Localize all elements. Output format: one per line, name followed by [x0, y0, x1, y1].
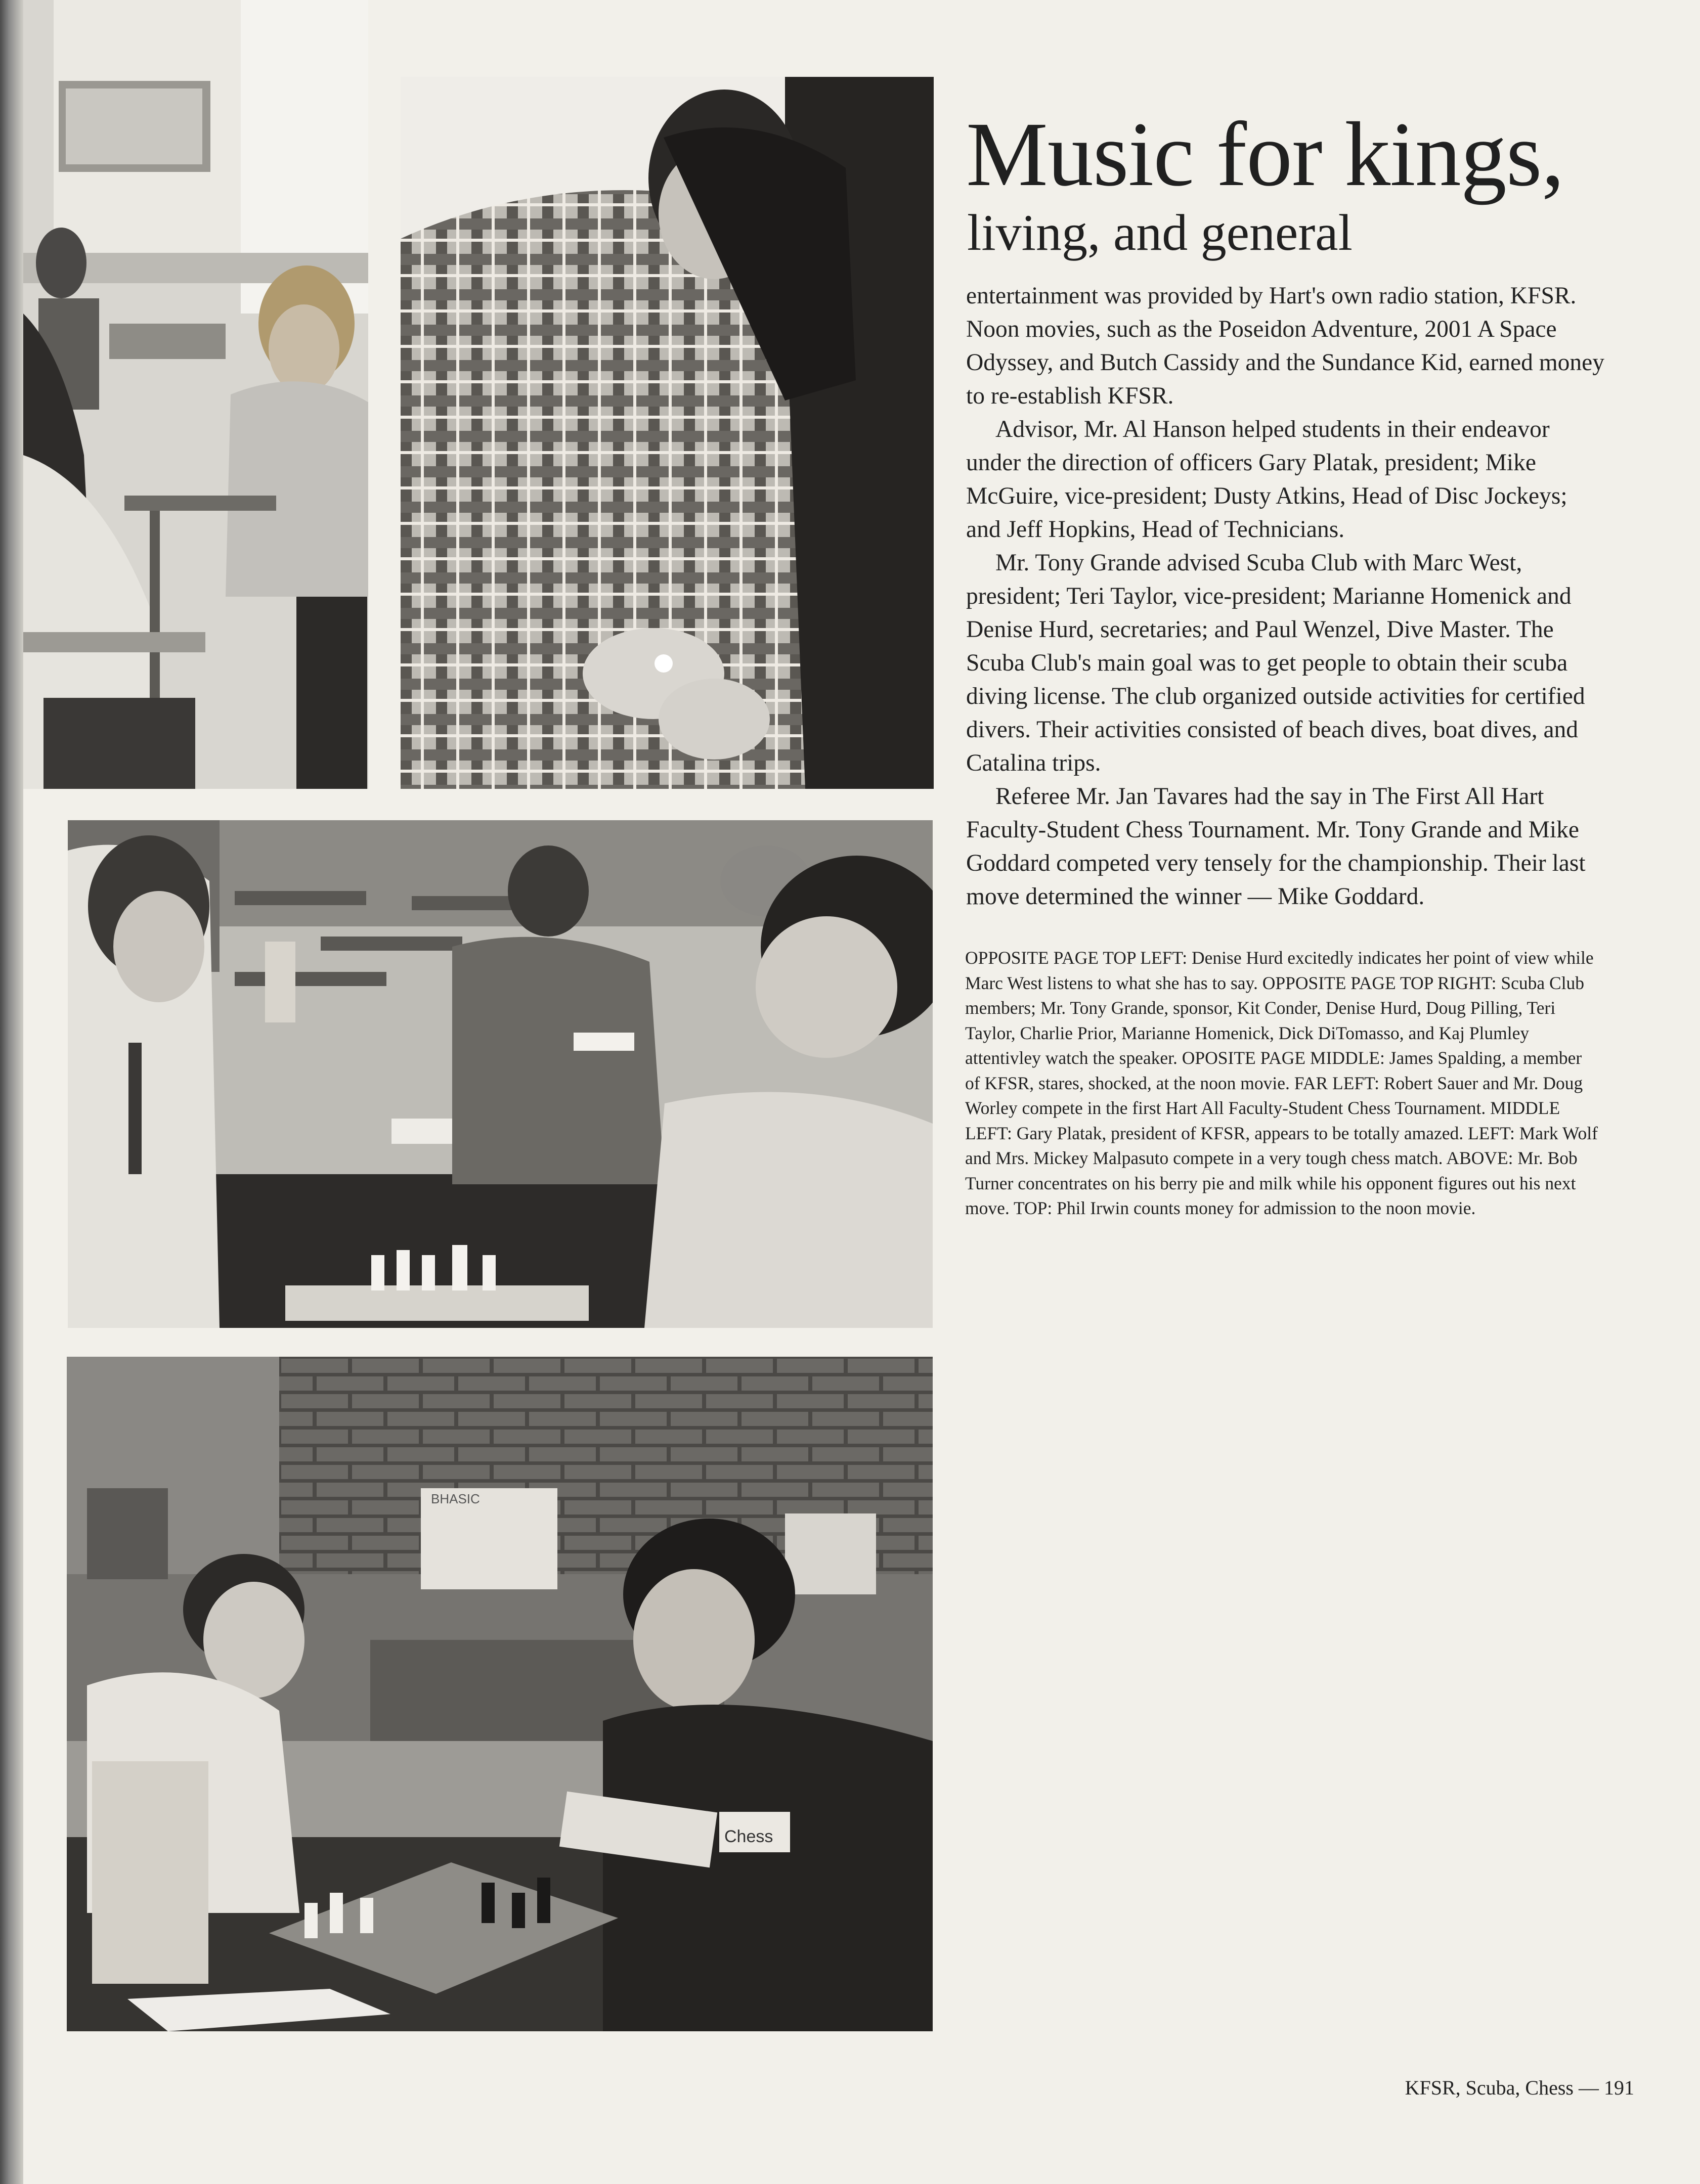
page-title: Music for kings, — [966, 104, 1564, 205]
sign-label: BHASIC — [431, 1491, 480, 1506]
article-body — [966, 279, 1604, 913]
body-paragraph: Referee Mr. Jan Tavares had the say in The First All Hart Faculty-Student Chess Tournament. Mr. Tony Grande and Mike Goddard competed very tensely for the championship. Their last move determined the winner — Mike Goddard. — [966, 783, 1586, 910]
body-paragraph: Advisor, Mr. Al Hanson helped students in their endeavor under the direction of officers Gary Platak, president; Mike McGuire, vice-president; Dusty Atkins, Head of Disc Jockeys; and Jeff Hopkins, Head of Technicians. — [966, 416, 1567, 543]
photo-chess-tournament — [68, 820, 933, 1328]
photo-captions: OPPOSITE PAGE TOP LEFT: Denise Hurd excitedly indicates her point of view while Marc West listens to what she has to say. OPPOSITE PAGE TOP RIGHT: Scuba Club members; Mr. Tony Grande, sponsor, Kit Conder, Denise Hurd, Doug Pilling, Teri Taylor, Charlie Prior, Marianne Homenick, Dick DiTomasso, and Kaj Plumley attentivley watch the speaker. OPOSITE PAGE MIDDLE: James Spalding, a member of KFSR, stares, shocked, at the noon movie. FAR LEFT: Robert Sauer and Mr. Doug Worley compete in the first Hart All Faculty-Student Chess Tournament. MIDDLE LEFT: Gary Platak, president of KFSR, appears to be totally amazed. LEFT: Mark Wolf and Mrs. Mickey Malpasuto compete in a very tough chess match. ABOVE: Mr. Bob Turner concentrates on his berry pie and milk while his opponent figures out his next move. TOP: Phil Irwin counts money for admission to the noon movie. — [965, 948, 1598, 1218]
page-subtitle: living, and general — [967, 204, 1353, 261]
photo-chess-pie-milk — [67, 1357, 933, 2031]
photo-plaid-shirt-money — [401, 77, 934, 789]
chess-box-label: Chess — [724, 1827, 773, 1846]
body-paragraph: entertainment was provided by Hart's own radio station, KFSR. Noon movies, such as the Poseidon Adventure, 2001 A Space Odyssey, and Butch Cassidy and the Sundance Kid, earned money to re-establish KFSR. — [966, 283, 1604, 409]
photo-classroom-students — [23, 0, 368, 789]
page-binding-shadow — [0, 0, 23, 2184]
body-paragraph: Mr. Tony Grande advised Scuba Club with Marc West, president; Teri Taylor, vice-president; Marianne Homenick and Denise Hurd, secretaries; and Paul Wenzel, Dive Master. The Scuba Club's main goal was to get people to obtain their scuba diving license. The club organized outside activities for certified divers. Their activities consisted of beach dives, boat dives, and Catalina trips. — [966, 550, 1585, 776]
page-folio: KFSR, Scuba, Chess — 191 — [1405, 2076, 1634, 2099]
